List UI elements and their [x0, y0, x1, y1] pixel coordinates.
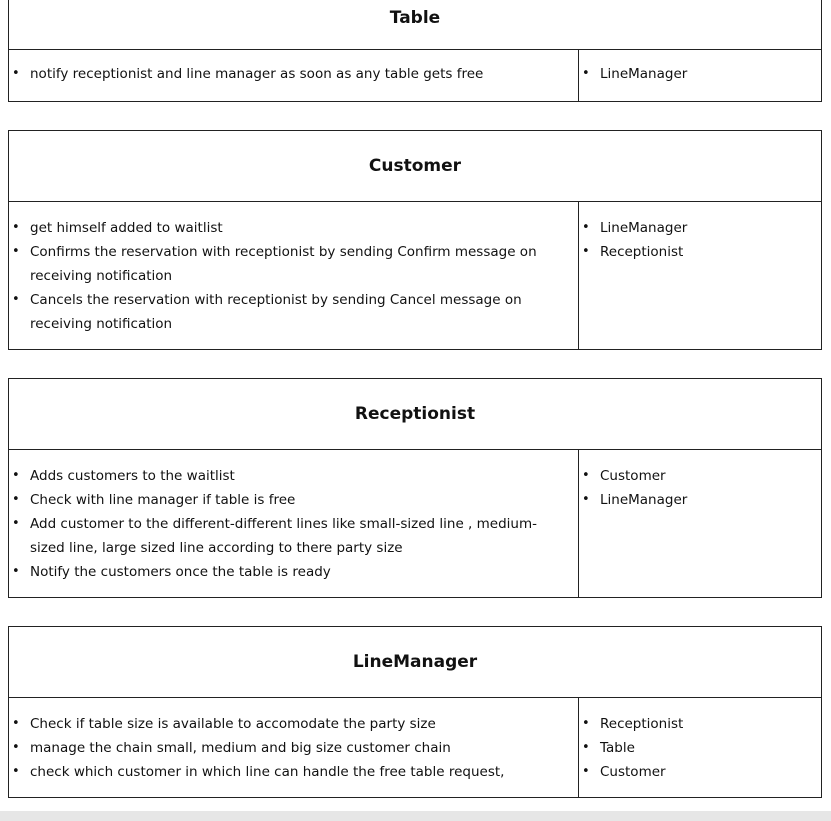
- list-item: • Cancels the reservation with receptionist by sending Cancel message on receiving notification: [9, 288, 578, 336]
- bullet-icon: •: [12, 468, 20, 483]
- bullet-icon: •: [12, 220, 20, 235]
- card-title: Table: [9, 0, 821, 50]
- responsibilities-list: [9, 62, 578, 86]
- page-bottom-edge: [0, 811, 831, 821]
- list-item: • check which customer in which line can handle the free table request,: [9, 760, 578, 784]
- collaborators-column: [579, 698, 821, 797]
- list-item: • Adds customers to the waitlist: [9, 464, 578, 488]
- list-item: • LineManager: [579, 216, 821, 240]
- list-item: • notify receptionist and line manager as soon as any table gets free: [9, 62, 578, 86]
- collaborators-list: [579, 712, 821, 784]
- list-item: • Add customer to the different-different lines like small-sized line , medium-sized line, large sized line according to there party size: [9, 512, 578, 560]
- list-item: • Notify the customers once the table is ready: [9, 560, 578, 584]
- card-body: [9, 50, 821, 101]
- list-item: • Table: [579, 736, 821, 760]
- list-item: • Receptionist: [579, 240, 821, 264]
- responsibilities-list: [9, 464, 578, 584]
- collaborators-column: [579, 202, 821, 349]
- card-body: [9, 450, 821, 597]
- collaborators-column: [579, 50, 821, 101]
- bullet-icon: •: [12, 740, 20, 755]
- responsibilities-column: [9, 50, 579, 101]
- responsibilities-list: [9, 216, 578, 336]
- card-title: LineManager: [9, 627, 821, 698]
- card-body: [9, 698, 821, 797]
- crc-card-customer: [8, 130, 822, 350]
- bullet-icon: •: [582, 220, 590, 235]
- bullet-icon: •: [12, 564, 20, 579]
- bullet-icon: •: [582, 66, 590, 81]
- responsibilities-list: [9, 712, 578, 784]
- crc-card-linemanager: [8, 626, 822, 798]
- bullet-icon: •: [582, 468, 590, 483]
- list-item: • get himself added to waitlist: [9, 216, 578, 240]
- responsibilities-column: [9, 698, 579, 797]
- bullet-icon: •: [12, 716, 20, 731]
- list-item: • Receptionist: [579, 712, 821, 736]
- collaborators-column: [579, 450, 821, 597]
- list-item: • Confirms the reservation with receptionist by sending Confirm message on receiving notification: [9, 240, 578, 288]
- bullet-icon: •: [582, 716, 590, 731]
- list-item: • Check with line manager if table is free: [9, 488, 578, 512]
- crc-card-receptionist: [8, 378, 822, 598]
- bullet-icon: •: [582, 492, 590, 507]
- bullet-icon: •: [12, 66, 20, 81]
- card-title: Receptionist: [9, 379, 821, 450]
- responsibilities-column: [9, 450, 579, 597]
- list-item: • LineManager: [579, 62, 821, 86]
- list-item: • Customer: [579, 760, 821, 784]
- list-item: • manage the chain small, medium and big size customer chain: [9, 736, 578, 760]
- bullet-icon: •: [12, 244, 20, 259]
- bullet-icon: •: [12, 764, 20, 779]
- list-item: • Customer: [579, 464, 821, 488]
- list-item: • Check if table size is available to accomodate the party size: [9, 712, 578, 736]
- list-item: • LineManager: [579, 488, 821, 512]
- collaborators-list: [579, 62, 821, 86]
- bullet-icon: •: [12, 516, 20, 531]
- bullet-icon: •: [12, 492, 20, 507]
- bullet-icon: •: [582, 764, 590, 779]
- collaborators-list: [579, 216, 821, 264]
- collaborators-list: [579, 464, 821, 512]
- bullet-icon: •: [12, 292, 20, 307]
- bullet-icon: •: [582, 244, 590, 259]
- crc-card-table: [8, 0, 822, 102]
- card-title: Customer: [9, 131, 821, 202]
- bullet-icon: •: [582, 740, 590, 755]
- responsibilities-column: [9, 202, 579, 349]
- card-body: [9, 202, 821, 349]
